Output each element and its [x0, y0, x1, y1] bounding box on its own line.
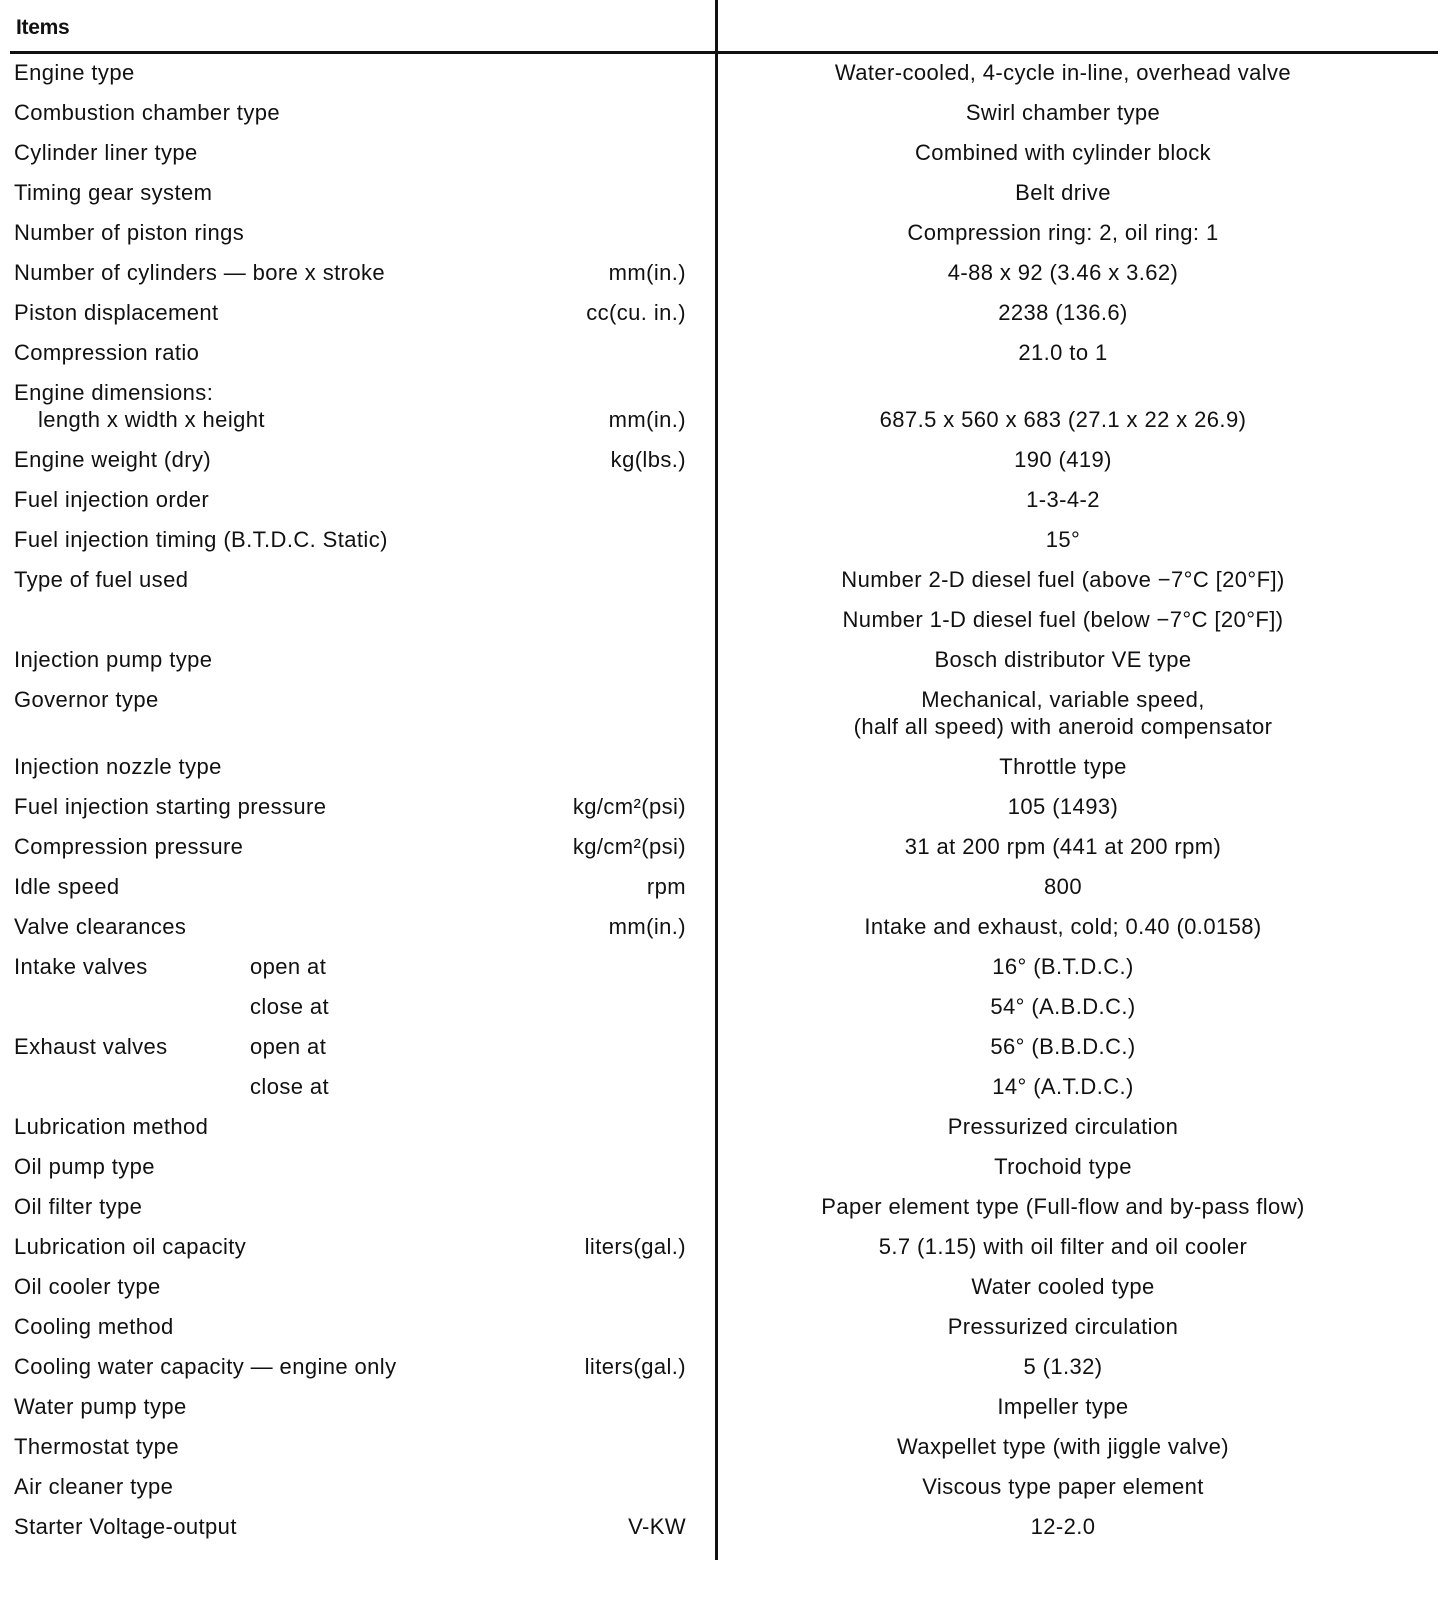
items-column-header: Items: [16, 16, 70, 39]
table-row: [0, 1028, 1456, 1068]
spec-value: Number 1-D diesel fuel (below −7°C [20°F]): [842, 607, 1284, 632]
spec-value: Compression ring: 2, oil ring: 1: [907, 220, 1219, 245]
item-label: Air cleaner type: [14, 1474, 174, 1499]
unit-label: mm(in.): [608, 914, 686, 939]
unit-label: kg(lbs.): [610, 447, 686, 472]
item-text: Intake valves: [14, 954, 148, 979]
table-row: [0, 1268, 1456, 1308]
item-label: Piston displacement: [14, 300, 219, 325]
item-label: Combustion chamber type: [14, 100, 280, 125]
item-text: Exhaust valves: [14, 1034, 168, 1059]
item-label: Cooling method: [14, 1314, 174, 1339]
table-row: [0, 601, 1456, 641]
item-label: Injection pump type: [14, 647, 213, 672]
spec-value: Mechanical, variable speed,: [921, 687, 1205, 712]
item-label: Oil pump type: [14, 1154, 155, 1179]
table-row: [0, 1108, 1456, 1148]
spec-value: 54° (A.B.D.C.): [990, 994, 1136, 1019]
spec-value: Impeller type: [997, 1394, 1129, 1419]
item-label: Fuel injection order: [14, 487, 210, 512]
item-label: [14, 954, 327, 980]
unit-label: mm(in.): [608, 260, 686, 285]
table-row: [0, 1348, 1456, 1388]
unit-label: liters(gal.): [584, 1354, 686, 1379]
item-label: Idle speed: [14, 874, 120, 899]
item-label: Number of piston rings: [14, 220, 245, 245]
spec-value: Bosch distributor VE type: [934, 647, 1192, 672]
item-label: Oil filter type: [14, 1194, 143, 1219]
item-label: Type of fuel used: [14, 567, 189, 592]
table-row: [0, 1148, 1456, 1188]
item-label: Water pump type: [14, 1394, 187, 1419]
spec-value: 14° (A.T.D.C.): [992, 1074, 1134, 1099]
item-label: Fuel injection timing (B.T.D.C. Static): [14, 527, 388, 552]
table-row: [0, 828, 1456, 868]
table-row: [0, 134, 1456, 174]
item-label: Compression ratio: [14, 340, 200, 365]
spec-value: Combined with cylinder block: [914, 140, 1212, 165]
unit-label: V-KW: [628, 1514, 686, 1539]
item-label: Oil cooler type: [14, 1274, 161, 1299]
table-row: [0, 1428, 1456, 1468]
table-row: [0, 641, 1456, 681]
table-row: [0, 788, 1456, 828]
table-row: [0, 481, 1456, 521]
spec-value: Paper element type (Full-flow and by-pass flow): [821, 1194, 1305, 1219]
item-label: Compression pressure: [14, 834, 244, 859]
table-row: [0, 334, 1456, 374]
item-sub-label: open at: [250, 1034, 327, 1059]
spec-value: 687.5 x 560 x 683 (27.1 x 22 x 26.9): [879, 407, 1247, 432]
table-row: [0, 374, 1456, 441]
spec-value: 190 (419): [1014, 447, 1112, 472]
spec-value: 4-88 x 92 (3.46 x 3.62): [947, 260, 1179, 285]
spec-value: 15°: [1045, 527, 1081, 552]
spec-value: 31 at 200 rpm (441 at 200 rpm): [904, 834, 1222, 859]
table-row: [0, 681, 1456, 748]
table-row: [0, 1308, 1456, 1348]
table-row: [0, 1068, 1456, 1108]
item-label: Valve clearances: [14, 914, 187, 939]
item-label: Governor type: [14, 687, 159, 712]
item-label: Lubrication oil capacity: [14, 1234, 247, 1259]
item-label: Injection nozzle type: [14, 754, 222, 779]
table-row: [0, 1468, 1456, 1508]
spec-value: Water-cooled, 4-cycle in-line, overhead valve: [834, 60, 1292, 85]
spec-value: Waxpellet type (with jiggle valve): [897, 1434, 1229, 1459]
item-label: Lubrication method: [14, 1114, 209, 1139]
item-label: Engine dimensions:: [14, 380, 214, 405]
item-label: Cooling water capacity — engine only: [14, 1354, 397, 1379]
spec-value: 2238 (136.6): [998, 300, 1128, 325]
table-row: [0, 748, 1456, 788]
spec-value: Pressurized circulation: [947, 1114, 1179, 1139]
item-label: [14, 1034, 327, 1060]
spec-value: Number 2-D diesel fuel (above −7°C [20°F]): [841, 567, 1285, 592]
table-row: [0, 254, 1456, 294]
spec-value: Swirl chamber type: [965, 100, 1161, 125]
table-row: [0, 54, 1456, 94]
item-label: Cylinder liner type: [14, 140, 198, 165]
item-label: Thermostat type: [14, 1434, 179, 1459]
table-row: [0, 1388, 1456, 1428]
table-row: [0, 214, 1456, 254]
table-row: [0, 1188, 1456, 1228]
item-label-line2: length x width x height: [38, 407, 265, 432]
item-sub-label: close at: [250, 1074, 330, 1099]
table-row: [0, 521, 1456, 561]
table-row: [0, 174, 1456, 214]
table-row: [0, 94, 1456, 134]
unit-label: liters(gal.): [584, 1234, 686, 1259]
spec-value: Belt drive: [1015, 180, 1111, 205]
table-row: [0, 1228, 1456, 1268]
table-header: [0, 0, 1440, 52]
item-label: Starter Voltage-output: [14, 1514, 237, 1539]
unit-label: cc(cu. in.): [586, 300, 686, 325]
table-row: [0, 441, 1456, 481]
unit-label: kg/cm²(psi): [572, 794, 686, 819]
item-label: Number of cylinders — bore x stroke: [14, 260, 386, 285]
spec-value: 5.7 (1.15) with oil filter and oil cooler: [878, 1234, 1248, 1259]
spec-value: Throttle type: [999, 754, 1127, 779]
spec-value: 21.0 to 1: [1018, 340, 1108, 365]
table-row: [0, 294, 1456, 334]
item-label: Engine weight (dry): [14, 447, 212, 472]
unit-label: kg/cm²(psi): [572, 834, 686, 859]
spec-value-line2: (half all speed) with aneroid compensator: [853, 714, 1273, 739]
table-row: [0, 948, 1456, 988]
unit-label: mm(in.): [608, 407, 686, 432]
spec-value: 1-3-4-2: [1026, 487, 1100, 512]
table-row: [0, 988, 1456, 1028]
item-label: Timing gear system: [14, 180, 213, 205]
table-row: [0, 868, 1456, 908]
spec-table-body: [0, 54, 1456, 1548]
spec-value: Viscous type paper element: [922, 1474, 1204, 1499]
spec-value: 800: [1044, 874, 1082, 899]
spec-value: Water cooled type: [971, 1274, 1155, 1299]
item-label: Fuel injection starting pressure: [14, 794, 327, 819]
unit-label: rpm: [646, 874, 686, 899]
spec-value: 56° (B.B.D.C.): [990, 1034, 1136, 1059]
table-row: [0, 561, 1456, 601]
spec-value: 105 (1493): [1007, 794, 1119, 819]
item-label: Engine type: [14, 60, 135, 85]
spec-value: Intake and exhaust, cold; 0.40 (0.0158): [864, 914, 1262, 939]
item-sub-label: close at: [250, 994, 330, 1019]
spec-value: 12-2.0: [1030, 1514, 1096, 1539]
table-row: [0, 908, 1456, 948]
item-sub-label: open at: [250, 954, 327, 979]
table-row: [0, 1508, 1456, 1548]
spec-value: Pressurized circulation: [947, 1314, 1179, 1339]
spec-value: Trochoid type: [994, 1154, 1132, 1179]
spec-value: 5 (1.32): [1023, 1354, 1103, 1379]
spec-value: 16° (B.T.D.C.): [992, 954, 1134, 979]
